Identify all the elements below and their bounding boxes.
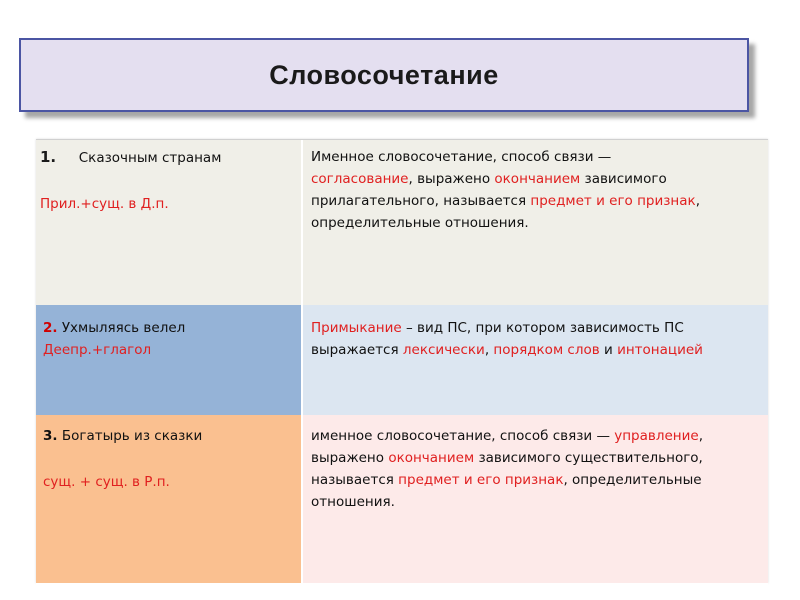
description-segment: и [599,342,618,358]
description-segment: именное словосочетание, способ связи — [311,428,615,444]
description-segment: зависимого существительного, называется [311,450,703,488]
description-segment: , выражено [311,428,703,466]
row-number: 2. [43,320,58,336]
table-row [36,140,768,307]
example-phrase: Сказочным странам [78,150,222,166]
highlight-term: лексически [402,342,485,358]
description-cell [303,305,768,415]
highlight-term: Примыкание [311,320,402,336]
example-cell [36,415,303,583]
description-segment: , [484,342,494,358]
example-cell [36,305,303,415]
example-phrase: Богатырь из сказки [61,428,203,444]
model-formula: Прил.+сущ. в Д.п. [40,196,169,212]
highlight-term: окончанием [388,450,475,466]
description-segment: , определительные отношения. [311,193,700,231]
description-text [311,425,731,513]
description-cell [303,415,768,583]
highlight-term: согласование [311,171,409,187]
model-formula: Деепр.+глагол [43,342,152,358]
title-box [19,38,749,112]
comparison-table [36,139,768,583]
example-phrase: Ухмыляясь велел [61,320,186,336]
description-segment: – вид ПС, при котором зависимость ПС выражается [311,320,684,358]
highlight-term: порядком слов [493,342,600,358]
row-number: 3. [43,428,58,444]
description-segment: , определительные отношения. [311,472,702,510]
description-segment: , выражено [408,171,495,187]
table-row [36,415,768,585]
page-title: Словосочетание [269,59,499,90]
row-number: 1. [40,148,57,166]
table-row [36,305,768,417]
highlight-term: интонацией [617,342,703,358]
description-text [311,317,751,361]
example-cell [36,140,303,305]
highlight-term: предмет и его признак [530,193,696,209]
highlight-term: окончанием [494,171,581,187]
description-segment: зависимого прилагательного, называется [311,171,667,209]
description-text [311,146,716,234]
description-cell [303,140,768,305]
description-segment: Именное словосочетание, способ связи — [311,149,612,165]
highlight-term: управление [614,428,699,444]
model-formula: сущ. + сущ. в Р.п. [43,474,170,490]
highlight-term: предмет и его признак [398,472,564,488]
